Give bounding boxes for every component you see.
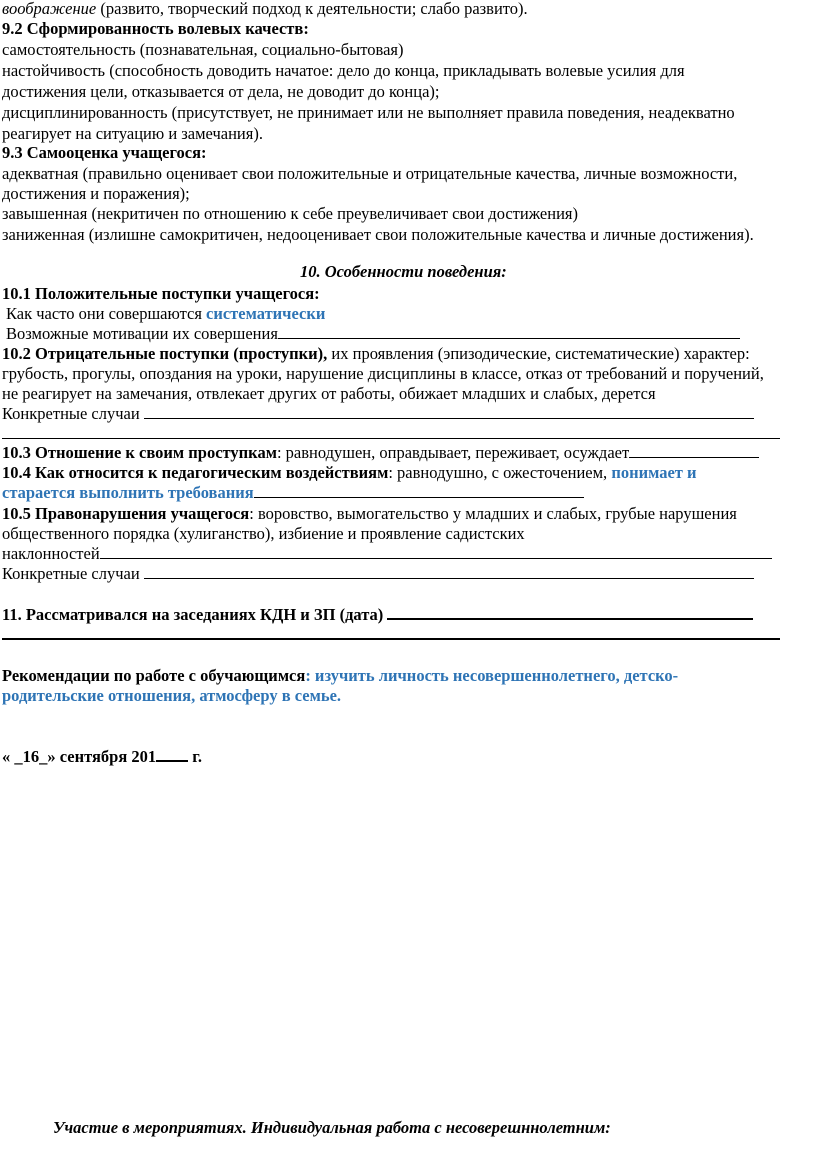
s10-4-answer: понимает и [611, 463, 697, 482]
s9-2-line: достижения цели, отказывается от дела, не доводит до конца); [2, 82, 440, 101]
s10-2-first-line [2, 344, 750, 364]
date-close: г. [188, 747, 203, 766]
s9-2-line: настойчивость (способность доводить начатое: дело до конца, прикладывать волевые усилия для [2, 61, 685, 80]
s10-5-line: общественного порядка (хулиганство), избиение и проявление садистских [2, 524, 525, 543]
recommendations-line-2 [2, 686, 341, 706]
blank-line[interactable] [2, 438, 780, 439]
s10-2-line: грубость, прогулы, опоздания на уроки, нарушение дисциплины в классе, отказ от требований и поручений, [2, 364, 764, 383]
blank-field[interactable] [144, 404, 754, 419]
s10-2-heading: 10.2 Отрицательные поступки (проступки), [2, 344, 328, 363]
s9-2-line: реагирует на ситуацию и замечания). [2, 124, 263, 143]
s11-text: 11. Рассматривался на заседаниях КДН и ЗП (дата) [2, 605, 388, 624]
date-line [2, 746, 202, 767]
s9-2-heading: 9.2 Сформированность волевых качеств: [2, 19, 309, 38]
s10-5-line-3 [2, 544, 772, 564]
s10-3-text: : равнодушен, оправдывает, переживает, осуждает [276, 443, 630, 462]
blank-field[interactable] [144, 564, 754, 579]
s10-5-heading: 10.5 Правонарушения учащегося [2, 504, 250, 523]
s10-3-line [2, 443, 759, 463]
footer-heading: Участие в мероприятиях. Индивидуальная работа с несоверешннолетним: [53, 1118, 611, 1137]
year-blank[interactable] [156, 746, 188, 762]
blank-field[interactable] [387, 604, 753, 620]
s10-4-line-2 [2, 483, 584, 503]
s10-1-motivation-line [6, 324, 740, 344]
s10-2-text: их проявления (эпизодические, систематические) характер: [327, 344, 750, 363]
s9-3-line: завышенная (некритичен по отношению к себе преувеличивает свои достижения) [2, 204, 578, 223]
s10-3-heading: 10.3 Отношение к своим проступкам [2, 443, 277, 462]
s9-1-label: воображение [2, 0, 97, 18]
s10-4-heading: 10.4 Как относится к педагогическим воздействиям [2, 463, 389, 482]
s9-3-line: достижения и поражения); [2, 184, 190, 203]
recommendations-line [2, 666, 678, 686]
date-open: « _16_» сентября 201 [2, 747, 157, 766]
blank-field[interactable] [100, 544, 772, 559]
s10-1-answer: систематически [206, 304, 326, 323]
recommendations-answer: : изучить личность несовершеннолетнего, детско- [305, 666, 679, 685]
s10-5-text: : воровство, вымогательство у младших и слабых, грубые нарушения [249, 504, 737, 523]
s9-3-heading: 9.3 Самооценка учащегося: [2, 143, 207, 162]
s10-4-answer: старается выполнить требования [2, 483, 254, 502]
blank-field[interactable] [629, 443, 759, 458]
s10-2-cases-label: Конкретные случаи [2, 404, 144, 423]
s9-1-tail-line [2, 0, 528, 19]
s10-1-motivation-label: Возможные мотивации их совершения [6, 324, 278, 343]
s10-5-cases-label: Конкретные случаи [2, 564, 144, 583]
s9-3-line: адекватная (правильно оценивает свои положительные и отрицательные качества, личные возможности, [2, 164, 738, 183]
blank-field[interactable] [278, 324, 740, 339]
s10-1-heading: 10.1 Положительные поступки учащегося: [2, 284, 320, 303]
s9-3-line: заниженная (излишне самокритичен, недооценивает свои положительные качества и личные достижения). [2, 225, 754, 244]
s10-title: 10. Особенности поведения: [300, 262, 507, 281]
s10-1-frequency-line [6, 304, 325, 324]
s10-2-line: не реагирует на замечания, отвлекает других от работы, обижает младших и слабых, дерется [2, 384, 656, 403]
s10-5-text: наклонностей [2, 544, 100, 563]
s10-5-cases-line [2, 564, 754, 584]
s10-2-cases-line [2, 404, 754, 424]
s10-5-first-line [2, 504, 737, 524]
s10-4-text: : равнодушно, с ожесточением, [388, 463, 612, 482]
s11-line [2, 604, 753, 625]
s10-4-line [2, 463, 697, 483]
s9-2-line: самостоятельность (познавательная, социально-бытовая) [2, 40, 404, 59]
s9-1-text: (развито, творческий подход к деятельности; слабо развито). [96, 0, 528, 18]
recommendations-label: Рекомендации по работе с обучающимся [2, 666, 306, 685]
s10-1-question: Как часто они совершаются [6, 304, 207, 323]
blank-line[interactable] [2, 638, 780, 640]
s9-2-line: дисциплинированность (присутствует, не принимает или не выполняет правила поведения, неадекватно [2, 103, 735, 122]
blank-field[interactable] [254, 483, 584, 498]
recommendations-answer: родительские отношения, атмосферу в семье. [2, 686, 342, 705]
